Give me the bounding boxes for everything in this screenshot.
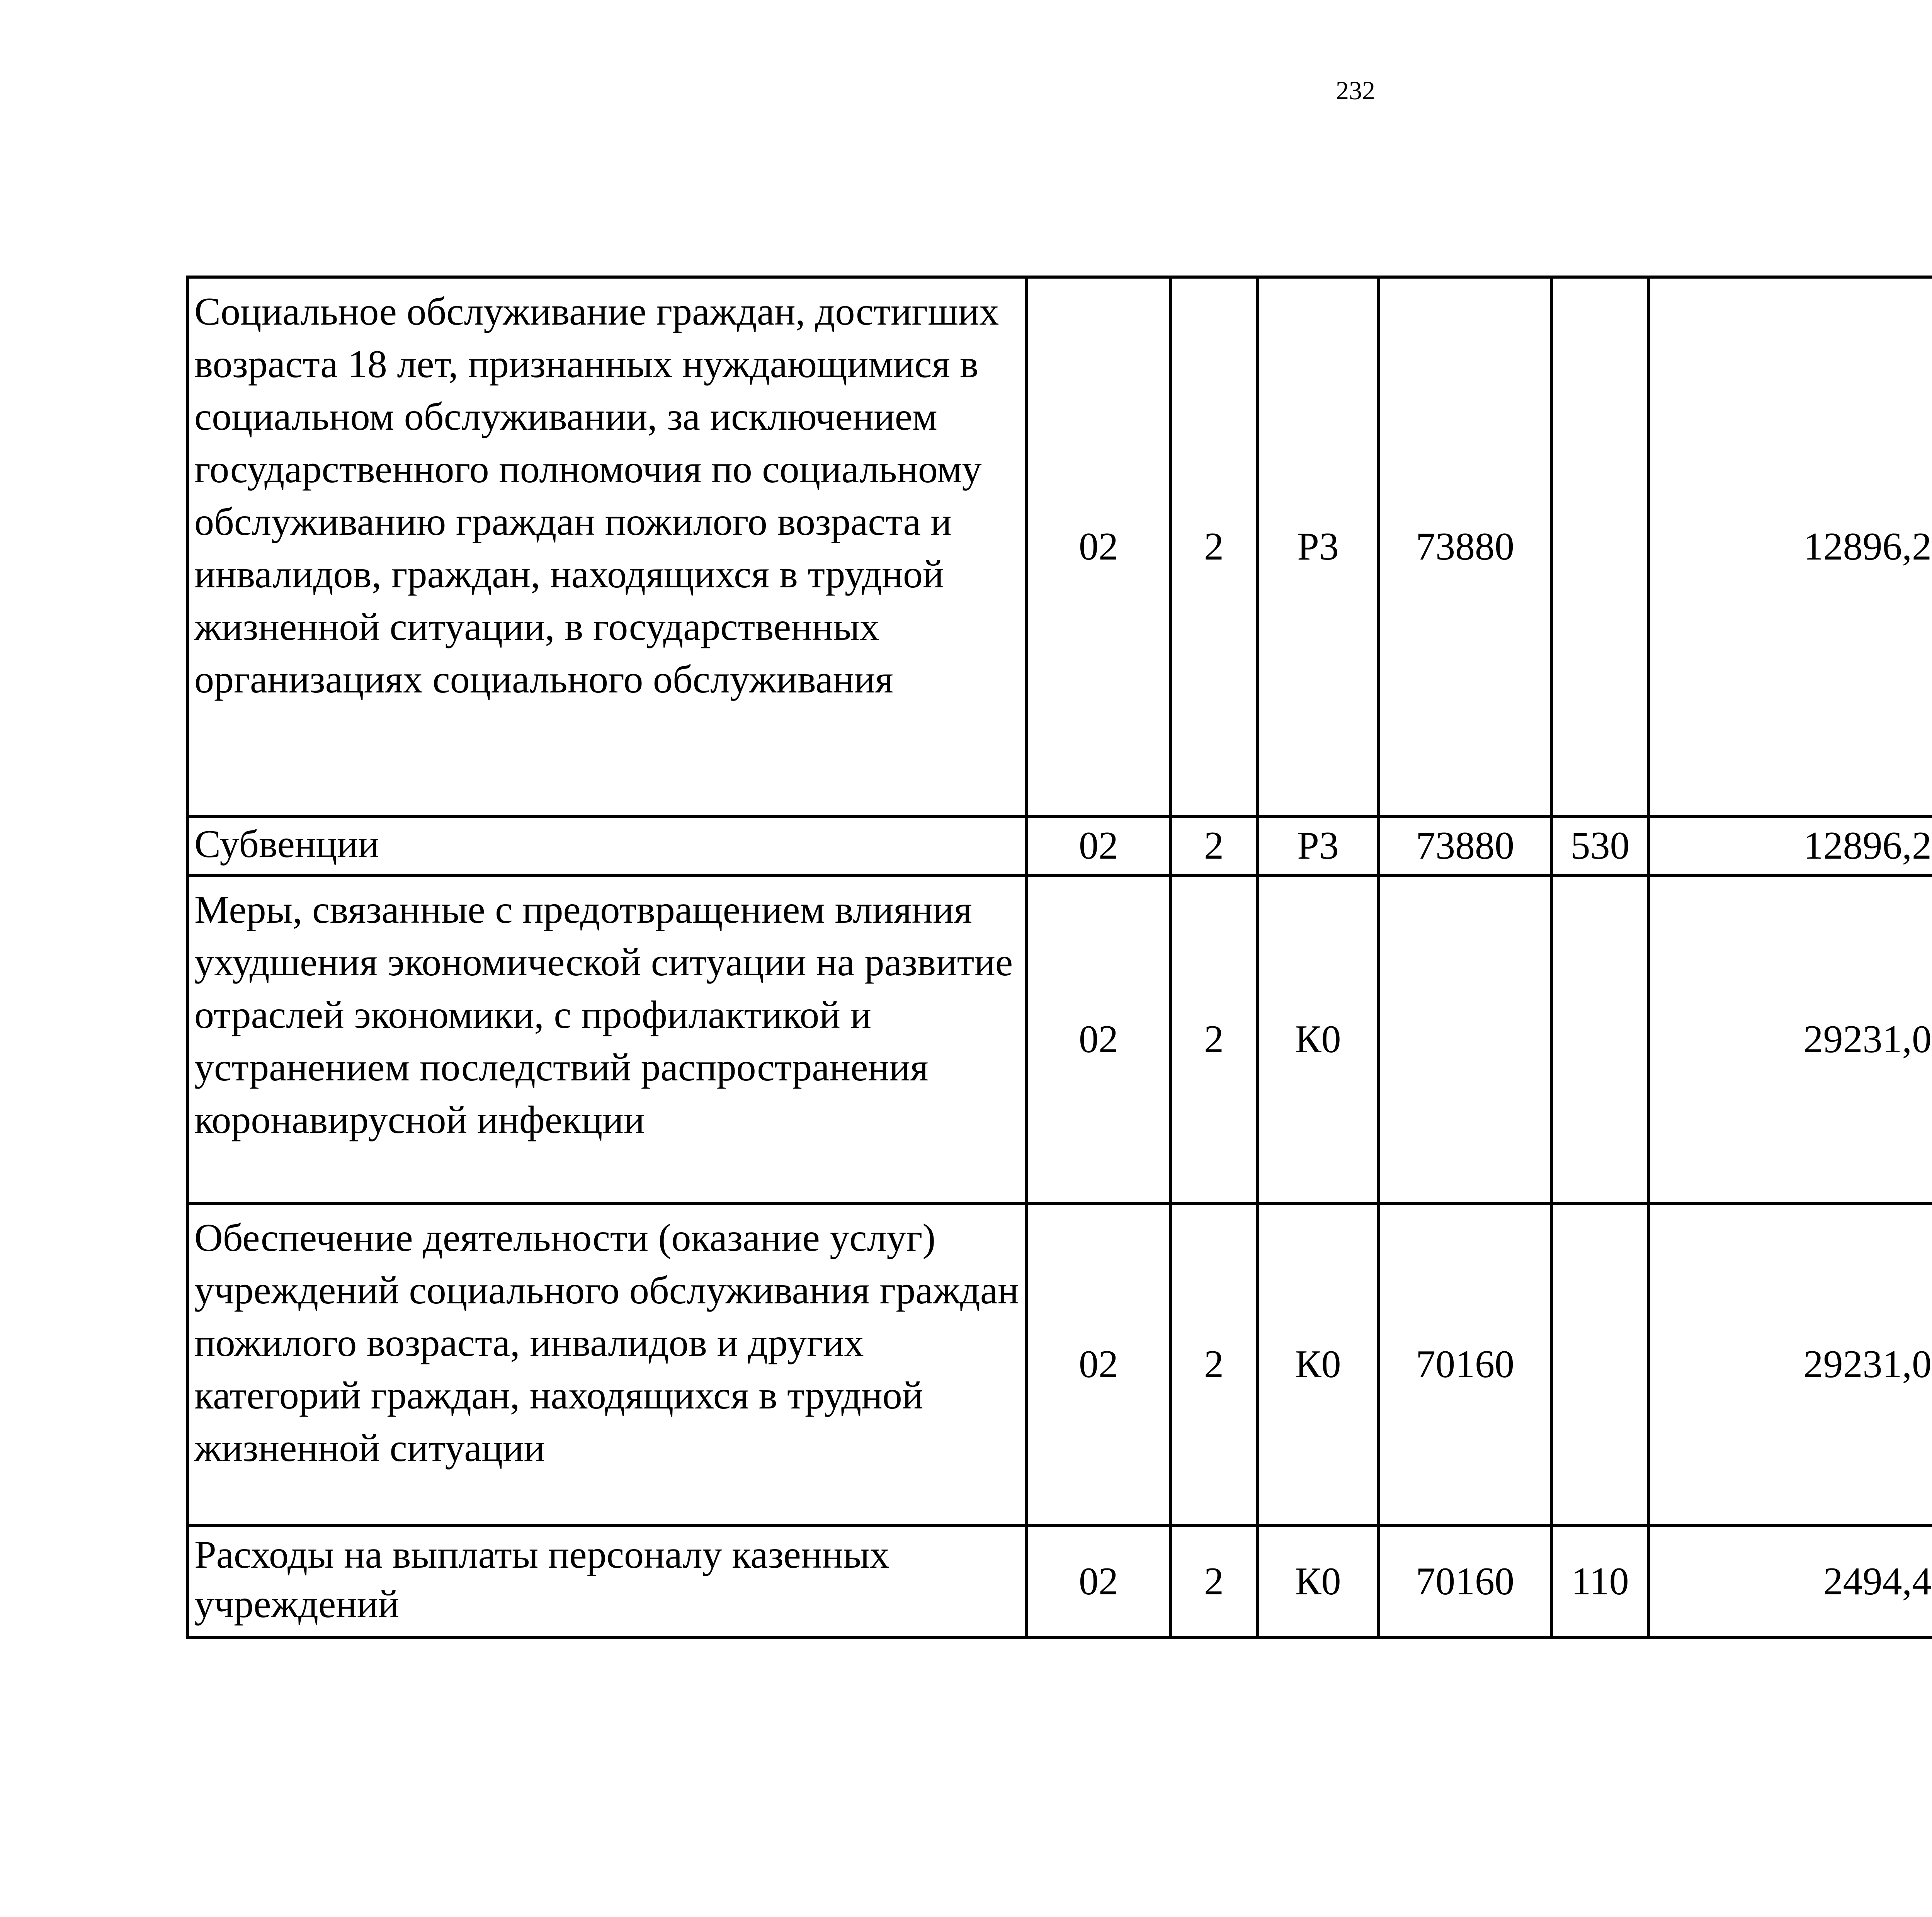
table-row bbox=[187, 1203, 1932, 1526]
page-number: 232 bbox=[1336, 76, 1375, 105]
code-cell: 530 bbox=[1551, 816, 1649, 875]
table-row bbox=[187, 277, 1932, 816]
code-cell: 02 bbox=[1027, 277, 1170, 816]
table-row bbox=[187, 1526, 1932, 1638]
code-cell: 02 bbox=[1027, 1203, 1170, 1526]
code-cell bbox=[1379, 875, 1551, 1203]
amount-cell: 12896,2 bbox=[1649, 816, 1932, 875]
amount-cell: 2494,4 bbox=[1649, 1526, 1932, 1638]
code-cell: К0 bbox=[1257, 875, 1379, 1203]
code-cell: 02 bbox=[1027, 875, 1170, 1203]
amount-cell: 29231,0 bbox=[1649, 875, 1932, 1203]
code-cell: К0 bbox=[1257, 1526, 1379, 1638]
code-cell: 2 bbox=[1170, 875, 1257, 1203]
code-cell: 110 bbox=[1551, 1526, 1649, 1638]
code-cell: Р3 bbox=[1257, 277, 1379, 816]
code-cell: 70160 bbox=[1379, 1526, 1551, 1638]
code-cell bbox=[1551, 875, 1649, 1203]
table-row bbox=[187, 816, 1932, 875]
code-cell: 02 bbox=[1027, 1526, 1170, 1638]
code-cell bbox=[1551, 277, 1649, 816]
code-cell: Р3 bbox=[1257, 816, 1379, 875]
budget-table bbox=[186, 276, 1932, 1639]
code-cell: 2 bbox=[1170, 277, 1257, 816]
code-cell: 2 bbox=[1170, 1526, 1257, 1638]
amount-cell: 12896,2 bbox=[1649, 277, 1932, 816]
row-name-cell: Меры, связанные с предотвращением влияния ухудшения экономической ситуации на развитие отраслей экономики, с профилактикой и устранением последствий распространения коронавирусной инфекции bbox=[187, 875, 1027, 1203]
table-row bbox=[187, 875, 1932, 1203]
row-name-cell: Расходы на выплаты персоналу казенных учреждений bbox=[187, 1526, 1027, 1638]
code-cell: 73880 bbox=[1379, 277, 1551, 816]
code-cell: 70160 bbox=[1379, 1203, 1551, 1526]
row-name-cell: Социальное обслуживание граждан, достигших возраста 18 лет, признанных нуждающимися в социальном обслуживании, за исключением государственного полномочия по социальному обслуживанию граждан пожилого возраста и инвалидов, граждан, находящихся в трудной жизненной ситуации, в государственных организациях социального обслуживания bbox=[187, 277, 1027, 816]
amount-cell: 29231,0 bbox=[1649, 1203, 1932, 1526]
code-cell: 2 bbox=[1170, 816, 1257, 875]
code-cell: К0 bbox=[1257, 1203, 1379, 1526]
code-cell bbox=[1551, 1203, 1649, 1526]
code-cell: 02 bbox=[1027, 816, 1170, 875]
code-cell: 73880 bbox=[1379, 816, 1551, 875]
code-cell: 2 bbox=[1170, 1203, 1257, 1526]
row-name-cell: Субвенции bbox=[187, 816, 1027, 875]
row-name-cell: Обеспечение деятельности (оказание услуг) учреждений социального обслуживания граждан пожилого возраста, инвалидов и других категорий граждан, находящихся в трудной жизненной ситуации bbox=[187, 1203, 1027, 1526]
